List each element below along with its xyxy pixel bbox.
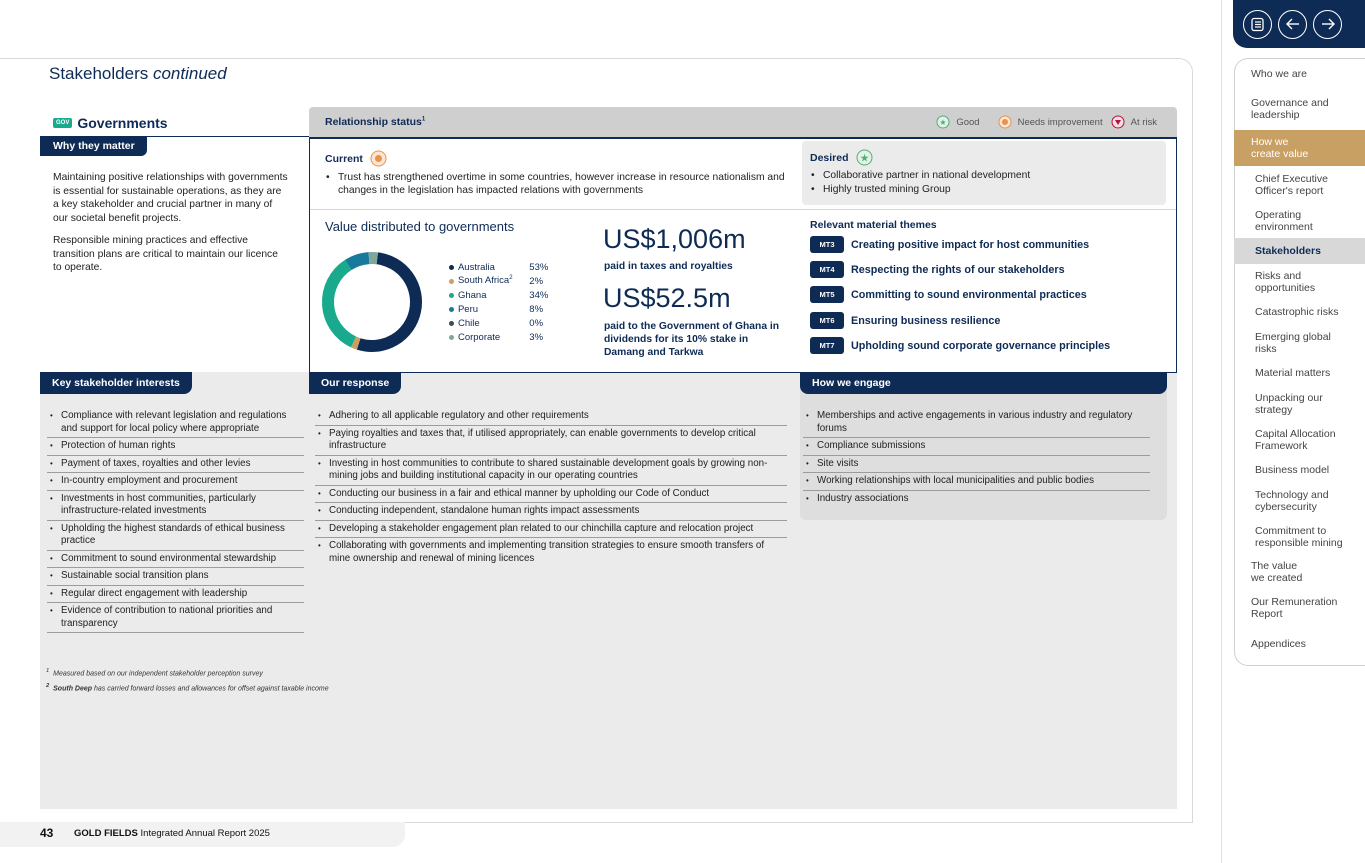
theme-mt5 <box>810 286 1087 303</box>
arrow-left-icon[interactable] <box>1278 10 1307 39</box>
taxes-royalties-amount: US$1,006m <box>603 224 746 254</box>
nav-item-risks[interactable]: Risks and opportunities <box>1255 270 1316 294</box>
list-item: • Developing a stakeholder engagement plan related to our chinchilla capture and relocation project <box>315 521 787 539</box>
legend-label: Chile <box>457 317 480 329</box>
list-item: • Payment of taxes, royalties and other levies <box>47 456 304 474</box>
nav-item-business-model[interactable]: Business model <box>1255 464 1330 476</box>
legend-dot-icon <box>449 265 454 270</box>
legend-value: 0% <box>529 317 544 329</box>
material-themes-title: Relevant material themes <box>810 219 937 231</box>
legend-good: ★ Good <box>936 115 979 129</box>
theme-mt7 <box>810 337 1110 354</box>
key-stakeholder-interests-tab: Key stakeholder interests <box>40 372 192 394</box>
legend-dot-icon <box>449 335 454 340</box>
list-item: • Collaborating with governments and implementing transition strategies to ensure smooth transfers of mine ownership and renewal of mining licences <box>315 538 787 567</box>
nav-item-value-we-created[interactable]: The value we created <box>1251 560 1303 584</box>
our-response-list <box>315 408 787 567</box>
list-item: • Adhering to all applicable regulatory and other requirements <box>315 408 787 426</box>
why-they-matter-tab: Why they matter <box>40 137 147 156</box>
nav-item-stakeholders[interactable]: Stakeholders <box>1255 245 1321 257</box>
mt-badge: MT4 <box>810 261 844 278</box>
nav-item-responsible-mining[interactable]: Commitment to responsible mining <box>1255 525 1343 549</box>
legend-needs-improvement: Needs improvement <box>998 115 1103 129</box>
governments-header <box>53 115 168 131</box>
legend-dot-icon <box>449 279 454 284</box>
relationship-status-bar <box>309 107 1177 137</box>
relationship-status-label: Relationship status$^1$ <box>325 116 426 128</box>
list-item: • Site visits <box>803 456 1150 474</box>
donut-legend-row <box>449 274 559 288</box>
dividends-caption: paid to the Government of Ghana in dividends for its 10% stake in Damang and Tarkwa <box>604 321 780 358</box>
theme-mt3 <box>810 236 1089 253</box>
why-paragraph-2: Responsible mining practices and effective transition plans are critical to maintain our licence to operate. <box>53 235 278 273</box>
list-item: • Protection of human rights <box>47 438 304 456</box>
list-item: • Industry associations <box>803 491 1150 508</box>
why-paragraph-1: Maintaining positive relationships with governments is essential for sustainable operations, as they are a key stakeholder and crucial partner in many of our societal benefit projects. <box>53 172 288 224</box>
dot-icon <box>998 115 1012 129</box>
donut-slice-peru <box>348 258 369 265</box>
key-stakeholder-interests-list <box>47 408 304 633</box>
current-text: • Trust has strengthened overtime in some countries, however increase in resource nationalism and changes in the legislation has impacted relations with governments <box>325 171 795 197</box>
theme-text: Committing to sound environmental practices <box>851 288 1087 301</box>
theme-text: Respecting the rights of our stakeholders <box>851 263 1065 276</box>
how-we-engage-tab: How we engage <box>800 372 1167 394</box>
our-response-tab: Our response <box>309 372 401 394</box>
legend-label: Corporate <box>457 331 501 343</box>
contents-glyph <box>1250 17 1265 32</box>
list-item: • Regular direct engagement with leadership <box>47 586 304 604</box>
theme-mt6 <box>810 312 1000 329</box>
donut-legend-row <box>449 330 559 344</box>
nav-item-remuneration[interactable]: Our Remuneration Report <box>1251 596 1338 620</box>
governments-title: Governments <box>77 115 168 131</box>
footnote-2: $^2$ South Deep has carried forward losses and allowances for offset against taxable income <box>46 683 329 693</box>
nav-item-strategy[interactable]: Unpacking our strategy <box>1255 392 1323 416</box>
list-item: • In-country employment and procurement <box>47 473 304 491</box>
good-star-icon <box>856 149 873 166</box>
list-item: • Compliance with relevant legislation and regulations and support for local policy where appropriate <box>47 408 304 438</box>
why-they-matter-text <box>53 171 289 284</box>
donut-legend-row <box>449 260 559 274</box>
legend-dot-icon <box>449 293 454 298</box>
nav-item-appendices[interactable]: Appendices <box>1251 638 1306 650</box>
status-divider <box>310 209 1176 210</box>
legend-value: 8% <box>529 303 544 315</box>
nav-item-operating-environment[interactable]: Operating environment <box>1255 209 1313 233</box>
legend-value: 34% <box>529 289 549 301</box>
list-item: • Paying royalties and taxes that, if utilised appropriately, can enable governments to develop critical infrastructure <box>315 426 787 456</box>
nav-item-catastrophic-risks[interactable]: Catastrophic risks <box>1255 306 1339 318</box>
footnote-1: $^1$ Measured based on our independent stakeholder perception survey <box>46 668 263 678</box>
legend-value: 53% <box>529 261 549 273</box>
theme-text: Upholding sound corporate governance principles <box>851 339 1111 352</box>
donut-legend-row <box>449 316 559 330</box>
star-icon <box>936 115 950 129</box>
list-item: • Memberships and active engagements in various industry and regulatory forums <box>803 408 1150 438</box>
mt-badge: MT5 <box>810 286 844 303</box>
nav-item-ceo-report[interactable]: Chief Executive Officer's report <box>1255 173 1328 197</box>
page-title: Stakeholders continued <box>49 64 227 83</box>
needs-improvement-icon <box>370 150 387 167</box>
list-item: • Upholding the highest standards of ethical business practice <box>47 521 304 551</box>
list-item: • Evidence of contribution to national priorities and transparency <box>47 603 304 633</box>
list-item: • Investing in host communities to contribute to shared sustainable development goals by growing non-mining jobs and building institutional capacity in our operating countries <box>315 456 787 486</box>
theme-text: Creating positive impact for host communities <box>851 238 1090 251</box>
donut-slice-south-africa <box>353 342 358 344</box>
nav-item-who-we-are[interactable]: Who we are <box>1251 68 1308 80</box>
legend-label: Peru <box>457 303 479 315</box>
arrow-right-icon[interactable] <box>1313 10 1342 39</box>
dividends-amount: US$52.5m <box>603 283 731 313</box>
desired-item: • Highly trusted mining Group <box>810 183 1158 196</box>
nav-separator <box>1221 0 1222 863</box>
current-heading: Current <box>325 150 795 167</box>
nav-item-how-we-create-value[interactable]: How we create value <box>1251 136 1309 160</box>
nav-item-governance[interactable]: Governance and leadership <box>1251 97 1329 121</box>
gov-badge-icon: GOV <box>53 118 72 128</box>
legend-label: South Africa$^2$ <box>457 275 513 287</box>
contents-icon[interactable] <box>1243 10 1272 39</box>
desired-status <box>802 141 1166 205</box>
how-we-engage-list <box>803 408 1150 507</box>
theme-text: Ensuring business resilience <box>851 314 1001 327</box>
legend-value: 2% <box>529 275 544 287</box>
donut-legend <box>449 260 559 344</box>
list-item: • Investments in host communities, particularly infrastructure-related investments <box>47 491 304 521</box>
donut-slice-australia <box>359 258 416 346</box>
list-item: • Working relationships with local municipalities and public bodies <box>803 473 1150 491</box>
nav-item-technology[interactable]: Technology and cybersecurity <box>1255 489 1329 513</box>
legend-label: Australia <box>457 261 495 273</box>
legend-at-risk: At risk <box>1111 115 1157 129</box>
status-legend <box>928 115 1157 129</box>
desired-heading: Desired ★ <box>810 149 1158 166</box>
list-item: • Sustainable social transition plans <box>47 568 304 586</box>
svg-text:★: ★ <box>939 118 947 127</box>
list-item: • Conducting our business in a fair and ethical manner by upholding our Code of Conduct <box>315 486 787 504</box>
taxes-royalties-caption: paid in taxes and royalties <box>604 261 733 272</box>
nav-toolbar <box>1233 0 1365 48</box>
arrow-right-glyph <box>1320 16 1336 32</box>
theme-mt4 <box>810 261 1065 278</box>
value-donut-chart <box>320 248 424 356</box>
mt-badge: MT3 <box>810 236 844 253</box>
donut-slice-ghana <box>328 265 353 342</box>
list-item: • Compliance submissions <box>803 438 1150 456</box>
legend-label: Ghana <box>457 289 487 301</box>
legend-dot-icon <box>449 321 454 326</box>
down-triangle-icon <box>1111 115 1125 129</box>
list-item: • Commitment to sound environmental stewardship <box>47 551 304 569</box>
nav-item-material-matters[interactable]: Material matters <box>1255 367 1331 379</box>
value-distributed-title: Value distributed to governments <box>325 219 515 234</box>
mt-badge: MT7 <box>810 337 844 354</box>
nav-item-emerging-risks[interactable]: Emerging global risks <box>1255 331 1331 355</box>
arrow-left-glyph <box>1285 16 1301 32</box>
current-status <box>325 150 795 197</box>
legend-value: 3% <box>529 331 544 343</box>
svg-text:★: ★ <box>859 153 869 163</box>
page-number: 43 <box>40 826 54 840</box>
footer-brand: GOLD FIELDS Integrated Annual Report 2025 <box>74 828 270 839</box>
nav-item-capital-allocation[interactable]: Capital Allocation Framework <box>1255 428 1336 452</box>
donut-legend-row <box>449 302 559 316</box>
list-item: • Conducting independent, standalone human rights impact assessments <box>315 503 787 521</box>
legend-dot-icon <box>449 307 454 312</box>
donut-legend-row <box>449 288 559 302</box>
desired-item: • Collaborative partner in national development <box>810 169 1158 182</box>
mt-badge: MT6 <box>810 312 844 329</box>
